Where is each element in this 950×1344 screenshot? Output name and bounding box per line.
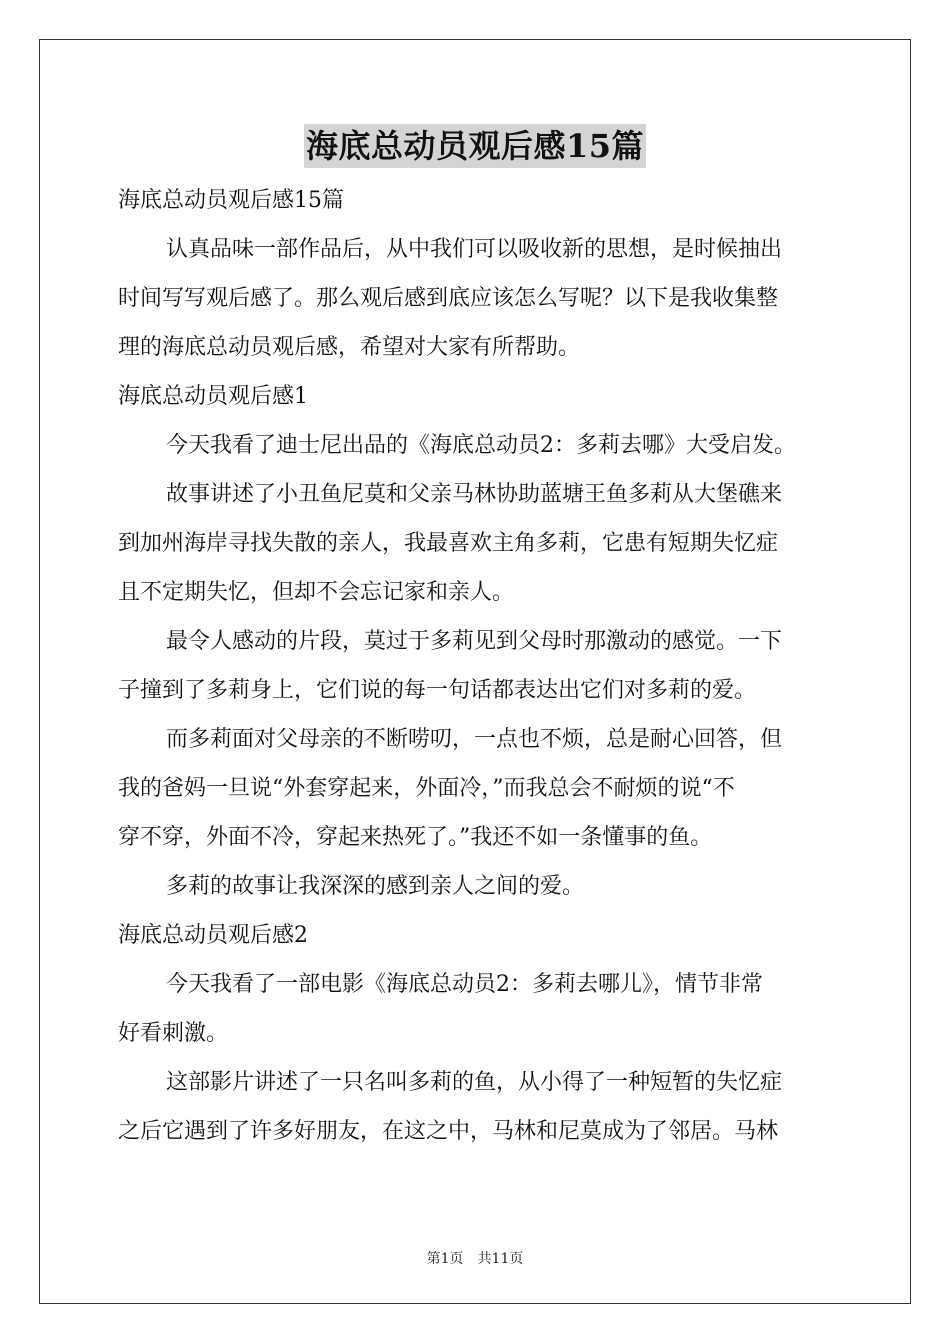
text-line: 理的海底总动员观后感，希望对大家有所帮助。 — [118, 335, 581, 360]
text-line: 这部影片讲述了一只名叫多莉的鱼，从小得了一种短暂的失忆症 — [166, 1070, 783, 1095]
text-line: 时间写写观后感了。那么观后感到底应该怎么写呢？以下是我收集整 — [118, 286, 779, 311]
text-line: 认真品味一部作品后，从中我们可以吸收新的思想，是时候抽出 — [166, 237, 783, 262]
text-line: 我的爸妈一旦说“外套穿起来，外面冷，”而我总会不耐烦的说“不 — [118, 776, 735, 801]
text-line: 海底总动员观后感15篇 — [118, 188, 344, 213]
text-line: 海底总动员观后感1 — [118, 384, 308, 409]
text-line: 之后它遇到了许多好朋友，在这之中，马林和尼莫成为了邻居。马林 — [118, 1119, 779, 1144]
text-line: 到加州海岸寻找失散的亲人，我最喜欢主角多莉，它患有短期失忆症 — [118, 531, 779, 556]
text-line: 而多莉面对父母亲的不断唠叨，一点也不烦，总是耐心回答，但 — [166, 727, 783, 752]
text-line: 故事讲述了小丑鱼尼莫和父亲马林协助蓝塘王鱼多莉从大堡礁来 — [166, 482, 783, 507]
page-footer: 第1页 共11页 — [426, 1251, 524, 1267]
title-container — [0, 124, 950, 168]
text-line: 穿不穿，外面不冷，穿起来热死了。”我还不如一条懂事的鱼。 — [118, 825, 713, 850]
text-line: 最令人感动的片段，莫过于多莉见到父母时那激动的感觉。一下 — [166, 629, 783, 654]
text-line: 多莉的故事让我深深的感到亲人之间的爱。 — [166, 874, 585, 899]
text-line: 海底总动员观后感2 — [118, 923, 308, 948]
text-line: 子撞到了多莉身上，它们说的每一句话都表达出它们对多莉的爱。 — [118, 678, 757, 703]
text-line: 且不定期失忆，但却不会忘记家和亲人。 — [118, 580, 515, 605]
text-line: 今天我看了一部电影《海底总动员2：多莉去哪儿》，情节非常 — [166, 972, 763, 997]
document-title: 海底总动员观后感15篇 — [304, 124, 646, 168]
document-body — [118, 176, 838, 1156]
text-line: 好看刺激。 — [118, 1021, 229, 1046]
text-line: 今天我看了迪士尼出品的《海底总动员2：多莉去哪》大受启发。 — [166, 433, 796, 458]
